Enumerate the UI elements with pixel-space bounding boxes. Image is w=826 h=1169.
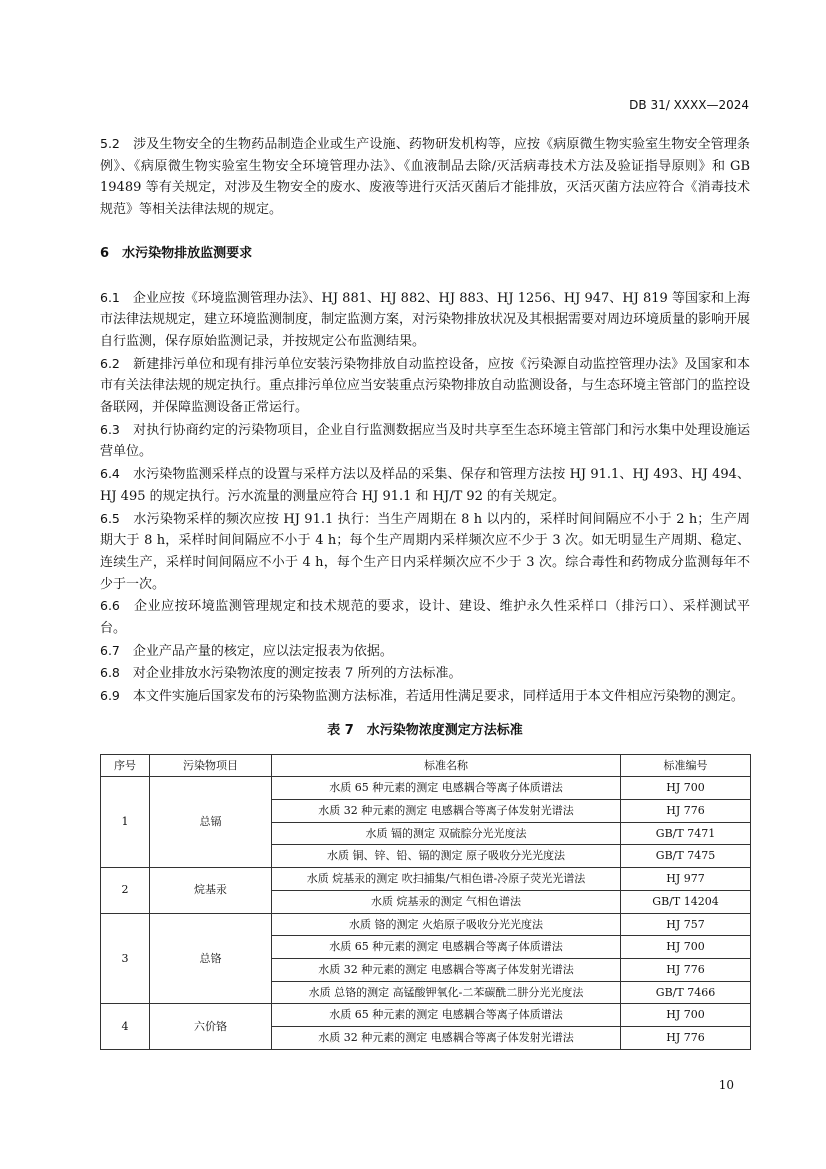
row-code: HJ 776 xyxy=(621,1027,751,1050)
table-row xyxy=(101,913,751,936)
clause-6-6 xyxy=(100,595,750,639)
clause-6-7 xyxy=(100,640,750,663)
clause-text: 新建排污单位和现有排污单位安装污染物排放自动监控设备，应按《污染源自动监控管理办法》及国家和本市有关法律法规的规定执行。重点排污单位应当安装重点污染物排放自动监测设备，与生态环境主管部门的监控设备联网，并保障监测设备正常运行。 xyxy=(100,356,751,416)
row-name: 水质 32 种元素的测定 电感耦合等离子体发射光谱法 xyxy=(272,799,621,822)
row-code: HJ 700 xyxy=(621,936,751,959)
row-name: 水质 32 种元素的测定 电感耦合等离子体发射光谱法 xyxy=(272,1027,621,1050)
row-name: 水质 65 种元素的测定 电感耦合等离子体质谱法 xyxy=(272,777,621,800)
clause-text: 企业产品产量的核定，应以法定报表为依据。 xyxy=(132,643,393,659)
header-seq: 序号 xyxy=(101,754,150,777)
clause-text: 本文件实施后国家发布的污染物监测方法标准，若适用性满足要求，同样适用于本文件相应污染物的测定。 xyxy=(132,689,744,705)
row-item: 总镉 xyxy=(150,777,272,868)
section-heading-6 xyxy=(100,243,750,265)
page-number: 10 xyxy=(718,1078,734,1092)
clause-text: 企业应按环境监测管理规定和技术规范的要求，设计、建设、维护永久性采样口（排污口）、采样测试平台。 xyxy=(100,599,750,637)
clause-number: 5.2 xyxy=(100,136,120,151)
header-item: 污染物项目 xyxy=(150,754,272,777)
clause-number: 6.9 xyxy=(100,688,120,704)
clause-number: 6.5 xyxy=(100,510,120,526)
clause-6-9 xyxy=(100,685,750,708)
row-code: GB/T 7475 xyxy=(621,845,751,868)
row-item: 六价铬 xyxy=(150,1004,272,1049)
clause-6-1 xyxy=(100,287,750,353)
header-code: 标准编号 xyxy=(621,754,751,777)
clause-5-2 xyxy=(100,133,750,221)
row-seq: 4 xyxy=(101,1004,150,1049)
row-code: HJ 776 xyxy=(621,799,751,822)
clause-6-3 xyxy=(100,419,750,463)
table-row xyxy=(101,1004,751,1027)
clause-text: 对执行协商约定的污染物项目，企业自行监测数据应当及时共享至生态环境主管部门和污水集中处理设施运营单位。 xyxy=(100,422,750,460)
row-code: GB/T 7471 xyxy=(621,822,751,845)
method-standards-table xyxy=(100,754,751,1050)
row-name: 水质 总铬的测定 高锰酸钾氧化-二苯碳酰二肼分光光度法 xyxy=(272,981,621,1004)
table-row xyxy=(101,868,751,891)
clause-text: 对企业排放水污染物浓度的测定按表 7 所列的方法标准。 xyxy=(132,666,462,682)
clause-number: 6.3 xyxy=(100,421,120,437)
row-seq: 1 xyxy=(101,777,150,868)
clause-text: 涉及生物安全的生物药品制造企业或生产设施、药物研发机构等，应按《病原微生物实验室生物安全管理条例》、《病原微生物实验室生物安全环境管理办法》、《血液制品去除/灭活病毒技术方法及验证指导原则》和 GB 19489 等有关规定，对涉及生物安全的废水、废液等进行灭活灭菌后才能排放，灭活灭菌方法应符合《消毒技术规范》等相关法律法规的规定。 xyxy=(100,137,750,218)
row-seq: 3 xyxy=(101,913,150,1004)
row-code: GB/T 14204 xyxy=(621,890,751,913)
row-code: HJ 977 xyxy=(621,868,751,891)
row-code: HJ 776 xyxy=(621,958,751,981)
clause-6-5 xyxy=(100,508,750,596)
clause-6-8 xyxy=(100,662,750,685)
body-text xyxy=(100,133,750,1050)
table-caption: 表 7 水污染物浓度测定方法标准 xyxy=(327,722,523,738)
clause-text: 水污染物监测采样点的设置与采样方法以及样品的采集、保存和管理方法按 HJ 91.1、HJ 493、HJ 494、HJ 495 的规定执行。污水流量的测量应符合 HJ 91.1 和 HJ/T 92 的有关规定。 xyxy=(100,467,750,504)
clause-6-4 xyxy=(100,463,750,507)
row-name: 水质 镉的测定 双硫腙分光光度法 xyxy=(272,822,621,845)
clause-6-2 xyxy=(100,353,750,419)
row-code: GB/T 7466 xyxy=(621,981,751,1004)
row-name: 水质 65 种元素的测定 电感耦合等离子体质谱法 xyxy=(272,1004,621,1027)
clause-text: 企业应按《环境监测管理办法》、HJ 881、HJ 882、HJ 883、HJ 1256、HJ 947、HJ 819 等国家和上海市法律法规规定，建立环境监测制度，制定监测方案，对污染物排放状况及其根据需要对周边环境质量的影响开展自行监测，保存原始监测记录，并按规定公布监测结果。 xyxy=(100,290,751,349)
document-code: DB 31/ XXXX—2024 xyxy=(629,98,749,112)
row-code: HJ 700 xyxy=(621,1004,751,1027)
row-name: 水质 烷基汞的测定 吹扫捕集/气相色谱-冷原子荧光光谱法 xyxy=(272,868,621,891)
clause-number: 6.1 xyxy=(100,289,120,305)
table-header-row xyxy=(101,754,751,777)
row-name: 水质 铜、锌、铅、镉的测定 原子吸收分光光度法 xyxy=(272,845,621,868)
row-name: 水质 铬的测定 火焰原子吸收分光光度法 xyxy=(272,913,621,936)
row-code: HJ 700 xyxy=(621,777,751,800)
clause-number: 6.8 xyxy=(100,665,120,681)
row-code: HJ 757 xyxy=(621,913,751,936)
row-item: 总铬 xyxy=(150,913,272,1004)
clause-number: 6.4 xyxy=(100,466,120,482)
section-number: 6 xyxy=(100,245,110,261)
clause-text: 水污染物采样的频次应按 HJ 91.1 执行：当生产周期在 8 h 以内的，采样时间间隔应不小于 2 h；生产周期大于 8 h，采样时间间隔应不小于 4 h；每个生产周期内采样频次应不少于 3 次。如无明显生产周期、稳定、连续生产，采样时间间隔应不小于 4 h，每个生产日内采样频次应不少于 3 次。综合毒性和药物成分监测每年不少于一次。 xyxy=(100,511,750,592)
header-name: 标准名称 xyxy=(272,754,621,777)
row-item: 烷基汞 xyxy=(150,868,272,913)
clause-number: 6.2 xyxy=(100,355,120,371)
row-name: 水质 32 种元素的测定 电感耦合等离子体发射光谱法 xyxy=(272,958,621,981)
table-row xyxy=(101,777,751,800)
clause-number: 6.7 xyxy=(100,642,120,658)
section-title: 水污染物排放监测要求 xyxy=(122,245,253,261)
clause-number: 6.6 xyxy=(100,598,120,614)
row-name: 水质 65 种元素的测定 电感耦合等离子体质谱法 xyxy=(272,936,621,959)
row-seq: 2 xyxy=(101,868,150,913)
row-name: 水质 烷基汞的测定 气相色谱法 xyxy=(272,890,621,913)
